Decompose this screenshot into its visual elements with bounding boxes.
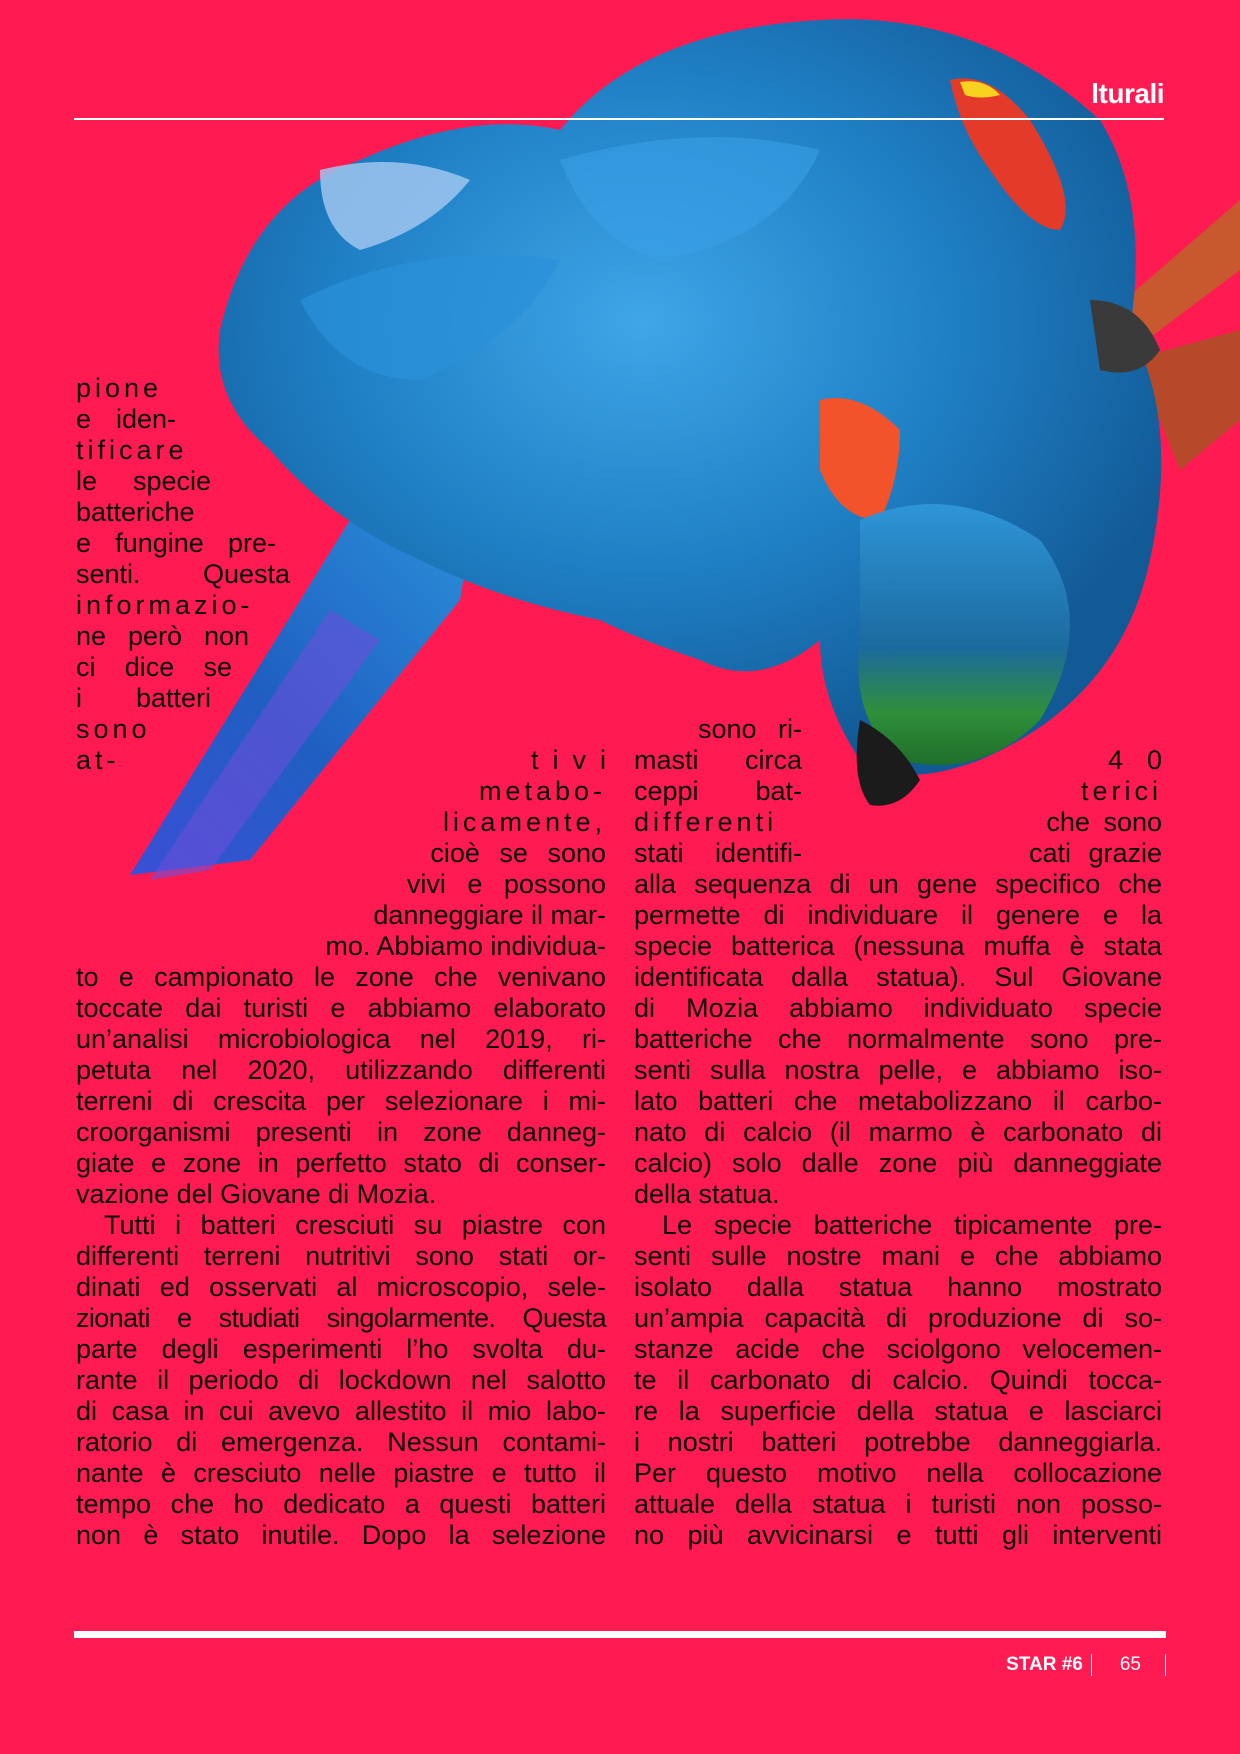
text-line: giate e zone in perfetto stato di conser-: [76, 1148, 606, 1178]
text-line: 40: [1107, 745, 1186, 775]
text-line: lato batteri che metabolizzano il carbo-: [634, 1086, 1162, 1116]
section-title: lturali: [1091, 78, 1164, 109]
text-line: di Mozia abbiamo individuato specie: [634, 993, 1162, 1023]
text-line: petuta nel 2020, utilizzando differenti: [76, 1055, 606, 1085]
text-line: senti sulle nostre mani e che abbiamo: [634, 1241, 1162, 1271]
text-line: terreni di crescita per selezionare i mi-: [76, 1086, 606, 1116]
footer-rule: [74, 1631, 1166, 1638]
page-footer: [1006, 1650, 1166, 1680]
text-line: danneggiare il mar-: [373, 900, 606, 930]
text-line: un’analisi microbiologica nel 2019, ri-: [76, 1024, 606, 1054]
column-1-body: [76, 962, 606, 1551]
column-2-wrap-right: [980, 745, 1186, 869]
text-line: non è stato inutile. Dopo la selezione: [76, 1520, 606, 1550]
text-line: croorganismi presenti in zone danneg-: [76, 1117, 606, 1147]
text-line: mo. Abbiamo individua-: [325, 931, 606, 961]
magazine-issue: STAR #6: [1006, 1654, 1092, 1676]
text-line: e fungine pre-: [76, 528, 276, 558]
text-line: batteriche che normalmente sono pre-: [634, 1024, 1162, 1054]
text-line: cioè se sono: [430, 838, 606, 868]
page-number: 65: [1092, 1654, 1166, 1676]
header-rule: [74, 118, 1164, 120]
text-line: i nostri batteri potrebbe danneggiarla.: [634, 1427, 1162, 1457]
text-line: batteriche: [76, 497, 195, 527]
text-line: ne però non: [76, 621, 249, 651]
text-line: sono ri-: [697, 714, 802, 744]
text-line: ceppi bat-: [634, 776, 802, 806]
text-line: cati grazie: [1028, 838, 1162, 868]
text-line: ratorio di emergenza. Nessun contami-: [76, 1427, 606, 1457]
text-line: nante è cresciuto nelle piastre e tutto il: [76, 1458, 606, 1488]
text-line: Per questo motivo nella collocazione: [634, 1458, 1162, 1488]
wrap-mid-text: [230, 745, 620, 962]
text-line: at-: [76, 745, 120, 775]
text-line: permette di individuare il genere e la: [634, 900, 1162, 930]
text-line: re la superficie della statua e lasciarci: [634, 1396, 1162, 1426]
text-line: rante il periodo di lockdown nel salotto: [76, 1365, 606, 1395]
text-line: informazio-: [76, 590, 254, 620]
text-line: specie batterica (nessuna muffa è stata: [634, 931, 1162, 961]
text-line: differenti terreni nutritivi sono stati or-: [76, 1241, 606, 1271]
wrap-left-text: [76, 373, 290, 776]
text-line: toccate dai turisti e abbiamo elaborato: [76, 993, 606, 1023]
text-line: della statua.: [634, 1179, 780, 1209]
text-line: differenti: [634, 807, 778, 837]
text-line: masti circa: [634, 745, 802, 775]
text-line: tivi: [531, 745, 620, 775]
text-line: stati identifi-: [634, 838, 802, 868]
text-line: i batteri: [76, 683, 211, 713]
text-line: calcio) solo dalle zone più danneggiate: [634, 1148, 1162, 1178]
text-line: di casa in cui avevo allestito il mio labo-: [76, 1396, 606, 1426]
text-line: tempo che ho dedicato a questi batteri: [76, 1489, 606, 1519]
text-line: tificare: [76, 435, 188, 465]
text-line: e iden-: [76, 404, 176, 434]
text-line: attuale della statua i turisti non posso-: [634, 1489, 1162, 1519]
text-line: un’ampia capacità di produzione di so-: [634, 1303, 1162, 1333]
text-line: licamente,: [442, 807, 606, 837]
text-line: che sono: [1046, 807, 1162, 837]
text-line: le specie: [76, 466, 211, 496]
text-line: terici: [1080, 776, 1162, 806]
column-2-body: [634, 869, 1162, 1551]
text-line: alla sequenza di un gene specifico che: [634, 869, 1162, 899]
text-line: metabo-: [478, 776, 606, 806]
text-line: parte degli esperimenti l’ho svolta du-: [76, 1334, 606, 1364]
text-line: isolato dalla statua hanno mostrato: [634, 1272, 1162, 1302]
text-line: Le specie batteriche tipicamente pre-: [662, 1210, 1162, 1240]
text-line: te il carbonato di calcio. Quindi tocca-: [634, 1365, 1162, 1395]
text-line: no più avvicinarsi e tutti gli interventi: [634, 1520, 1162, 1550]
text-line: ci dice se: [76, 652, 232, 682]
text-line: identificata dalla statua). Sul Giovane: [634, 962, 1162, 992]
text-line: dinati ed osservati al microscopio, sele-: [76, 1272, 606, 1302]
text-line: senti sulla nostra pelle, e abbiamo iso-: [634, 1055, 1162, 1085]
text-line: stanze acide che sciolgono velocemen-: [634, 1334, 1162, 1364]
text-line: nato di calcio (il marmo è carbonato di: [634, 1117, 1162, 1147]
text-line: senti. Questa: [76, 559, 290, 589]
text-line: vazione del Giovane di Mozia.: [76, 1179, 437, 1209]
text-line: sono: [76, 714, 151, 744]
text-line: vivi e possono: [406, 869, 606, 899]
text-line: to e campionato le zone che venivano: [76, 962, 606, 992]
text-line: zionati e studiati singolarmente. Questa: [76, 1303, 606, 1333]
text-line: pione: [76, 373, 163, 403]
text-line: Tutti i batteri cresciuti su piastre con: [104, 1210, 606, 1240]
column-2-wrap-left: [634, 714, 802, 869]
